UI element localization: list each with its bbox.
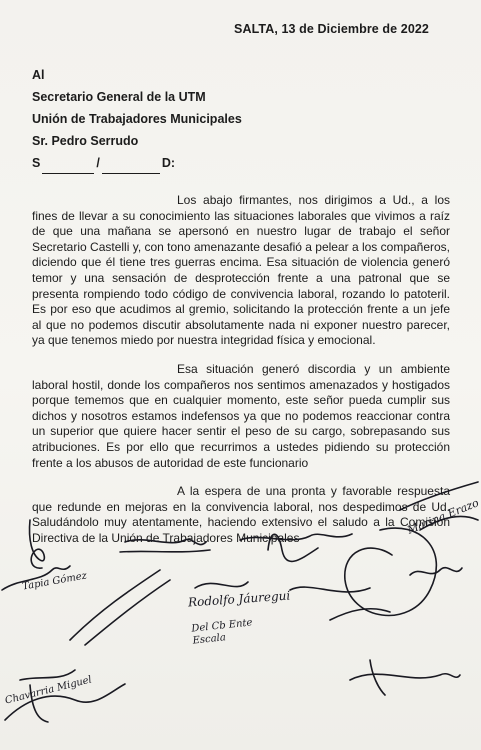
- signature-stroke-5: [240, 534, 352, 540]
- sd-s: S: [32, 156, 41, 170]
- signature-name-3: Tapia Gómez: [21, 570, 88, 593]
- sd-blank-2: [102, 161, 160, 174]
- signature-stroke-4: [120, 550, 210, 552]
- addressee-block: [32, 64, 242, 174]
- addressee-name: Sr. Pedro Serrudo: [32, 134, 139, 148]
- signature-name-5: Del Cb Ente Escala: [190, 617, 253, 647]
- signature-stroke-15: [195, 582, 248, 588]
- signature-stroke-19: [370, 660, 385, 695]
- signatures-area: [0, 470, 481, 750]
- signature-name-2: Chavarria Miguel: [3, 674, 93, 707]
- sd-d: D:: [161, 156, 176, 170]
- sd-slash: /: [96, 156, 100, 170]
- signature-scribbles: [0, 470, 481, 750]
- signature-stroke-12: [20, 670, 75, 680]
- addressee-title: Secretario General de la UTM: [32, 90, 206, 104]
- signature-stroke-3: [125, 539, 206, 544]
- addressee-to: Al: [32, 68, 45, 82]
- signature-name-1: Rodolfo Jáuregui: [187, 588, 291, 610]
- signature-stroke-11: [85, 580, 170, 645]
- body-paragraph-2: Esa situación generó discordia y un ambiente laboral hostil, donde los compañeros nos sentimos amenazados y hostigados porque tememos que en cualquier momento, este señor pueda cumplir sus dichos y nosotros estamos indefensos ya que no podemos reaccionar contra un superior que quiere hacer sentir el peso de su cargo, sobrepasando sus atribuciones. Es por ello que recurrimos a ustedes pidiendo su protección frente a los abusos de autoridad de este funcionario: [32, 361, 450, 470]
- body-paragraph-1: Los abajo firmantes, nos dirigimos a Ud., a los fines de llevar a su conocimiento las situaciones laborales que vivimos a raíz de que una mañana se apersonó en nuestro lugar de trabajo el señor Secretario Castelli y, con tono amenazante desafió a pelear a los compañeros, diciendo que él tiene tres guerras encima. Esa situación de violencia generó temor y una sensación de desprotección frente a una patronal que se presenta rompiendo todo código de convivencia laboral, rozando lo patoteril. Es por eso que acudimos al gremio, solicitando la protección frente a un jefe al que no podemos discutir absolutamente nada ni exponer nuestro parecer, ya que tenemos miedo por nuestra integridad física y emocional.: [32, 193, 451, 348]
- signature-stroke-18: [350, 674, 460, 680]
- signature-stroke-16: [290, 587, 370, 592]
- body-paragraph-3: A la espera de una pronta y favorable respuesta que redunde en mejoras en la convivencia laboral, nos despedimos de Ud. Saludándolo muy atentamente, haciendo extensivo el saludo a la Comisión Directiva de la Unión de Trabajadores Municipales: [32, 484, 450, 545]
- signature-stroke-1: [29, 520, 44, 568]
- sd-blank-1: [42, 161, 94, 174]
- addressee-organization: Unión de Trabajadores Municipales: [32, 112, 242, 126]
- salutation-sd-line: [32, 152, 242, 174]
- letter-date: SALTA, 13 de Diciembre de 2022: [234, 22, 429, 36]
- signature-name-4: Marina Erazo: [405, 496, 481, 537]
